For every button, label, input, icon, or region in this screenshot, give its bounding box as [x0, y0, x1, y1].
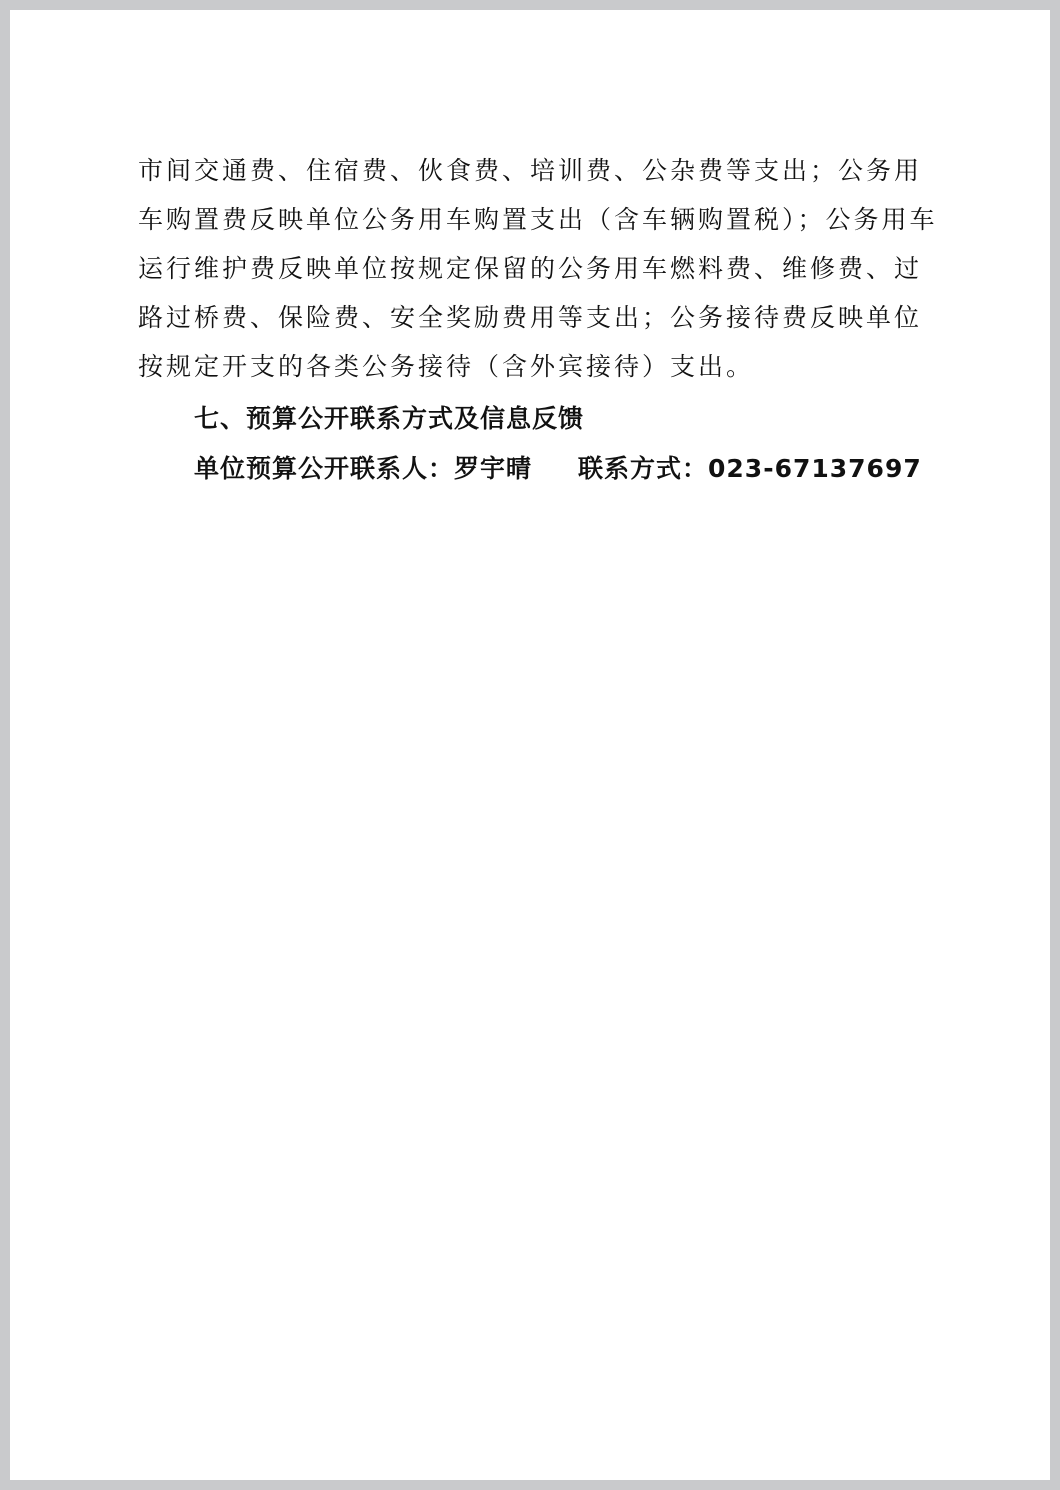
contact-line: [194, 444, 922, 493]
paragraph-line-3: 运行维护费反映单位按规定保留的公务用车燃料费、维修费、过: [138, 254, 923, 283]
contact-person: 单位预算公开联系人：罗宇晴: [194, 454, 533, 483]
contact-method: 联系方式：023-67137697: [578, 454, 922, 483]
paragraph-line-4: 路过桥费、保险费、安全奖励费用等支出；公务接待费反映单位: [138, 303, 923, 332]
paragraph-line-5: 按规定开支的各类公务接待（含外宾接待）支出。: [138, 352, 755, 381]
section-heading: 七、预算公开联系方式及信息反馈: [194, 404, 585, 433]
paragraph-line-2: 车购置费反映单位公务用车购置支出（含车辆购置税）；公务用车: [138, 205, 938, 234]
document-page: [10, 10, 1050, 1480]
paragraph-line-1: 市间交通费、住宿费、伙食费、培训费、公杂费等支出；公务用: [138, 156, 923, 185]
body-paragraph: [138, 146, 938, 391]
